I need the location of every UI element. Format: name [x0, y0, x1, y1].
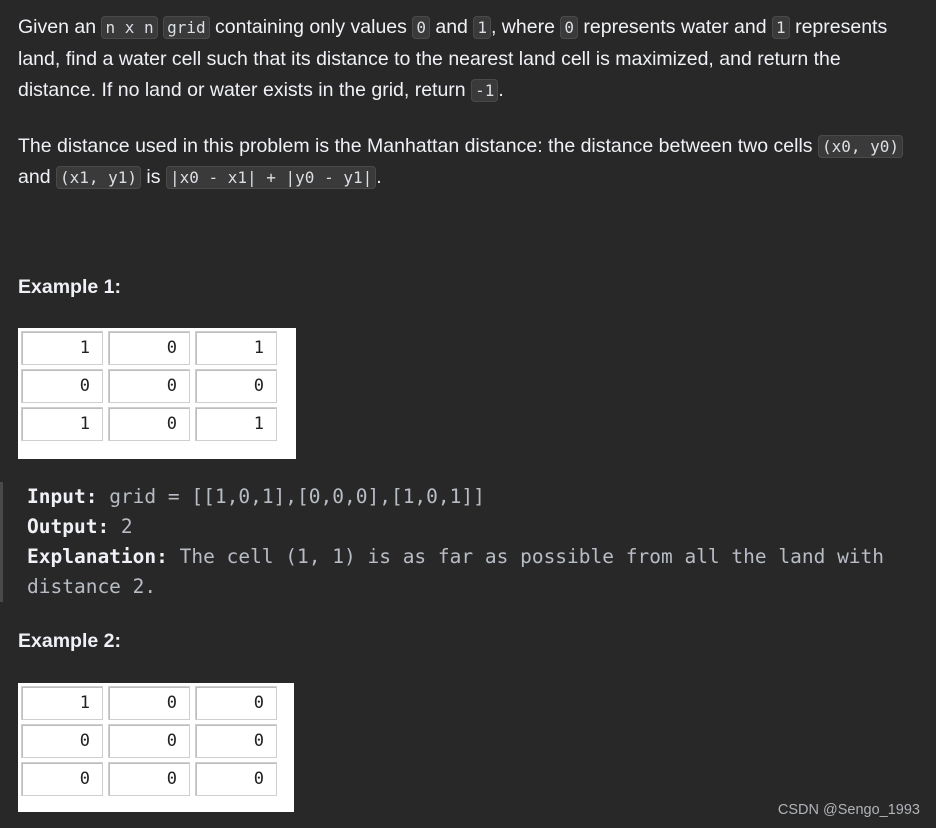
grid-cell: 0: [195, 369, 277, 403]
grid-cell: 1: [21, 686, 103, 720]
text-run: The distance used in this problem is the Manhattan distance: the distance between two cells: [18, 134, 818, 157]
grid-cell: 0: [108, 331, 190, 365]
grid-row: [21, 407, 277, 441]
example-1-output-line: [27, 512, 897, 542]
inline-code: (x1, y1): [56, 166, 141, 189]
text-run: represents water and: [577, 16, 773, 38]
text-run: represents land, find a water cell such that its distance to the nearest land cell is maximized, and return the distance. If no land or water exists in the grid, return: [18, 16, 888, 101]
example-2-heading: Example 2:: [18, 630, 121, 652]
example-1-io-block: [0, 482, 897, 602]
grid-cell: 0: [21, 369, 103, 403]
problem-description: [18, 12, 918, 194]
grid-cell: 0: [108, 407, 190, 441]
input-label: Input:: [27, 485, 98, 508]
grid-cell: 0: [108, 724, 190, 758]
grid-row: [21, 762, 277, 796]
inline-code: 1: [473, 16, 491, 39]
watermark: CSDN @Sengo_1993: [777, 802, 920, 818]
grid-cell: 0: [195, 724, 277, 758]
inline-code: 1: [772, 16, 790, 39]
inline-code: 0: [412, 16, 430, 39]
text-run: , where: [490, 16, 561, 38]
grid-cell: 0: [108, 762, 190, 796]
grid-row: [21, 686, 277, 720]
explanation-value: The cell (1, 1) is as far as possible from all the land with distance 2.: [27, 545, 885, 598]
grid-cell: 0: [108, 686, 190, 720]
grid-cell: 1: [195, 331, 277, 365]
grid-cell: 0: [21, 724, 103, 758]
inline-code: 0: [560, 16, 578, 39]
text-run: Given an: [18, 16, 102, 38]
grid-cell: 0: [108, 369, 190, 403]
text-run: is: [141, 166, 166, 188]
grid-cell: 1: [21, 407, 103, 441]
inline-code: n x n: [101, 16, 157, 39]
grid-row: [21, 331, 277, 365]
text-run: .: [498, 79, 504, 101]
text-run: and: [429, 16, 474, 38]
example-1-heading: Example 1:: [18, 276, 121, 298]
grid-cell: 1: [21, 331, 103, 365]
input-value: grid = [[1,0,1],[0,0,0],[1,0,1]]: [97, 485, 485, 508]
text-run: .: [376, 166, 382, 188]
grid-row: [21, 724, 277, 758]
inline-code: |x0 - x1| + |y0 - y1|: [166, 166, 376, 189]
example-1-explanation-line: [27, 542, 897, 602]
grid-row: [21, 369, 277, 403]
grid-cell: 0: [21, 762, 103, 796]
problem-paragraph-2: [18, 131, 918, 194]
example-2-grid-image: [18, 683, 294, 812]
grid-cell: 1: [195, 407, 277, 441]
grid-cell: 0: [195, 686, 277, 720]
inline-code: (x0, y0): [818, 135, 903, 158]
inline-code: -1: [471, 79, 498, 102]
text-run: and: [18, 166, 56, 188]
explanation-label: Explanation:: [27, 545, 168, 568]
output-value: 2: [109, 515, 133, 538]
example-2-grid: [16, 682, 282, 800]
output-label: Output:: [27, 515, 110, 538]
example-1-grid-image: [18, 328, 296, 459]
grid-cell: 0: [195, 762, 277, 796]
text-run: containing only values: [209, 16, 413, 38]
problem-paragraph-1: [18, 12, 918, 107]
inline-code: grid: [163, 16, 210, 39]
example-1-grid: [16, 327, 282, 445]
example-1-input-line: [27, 482, 897, 512]
